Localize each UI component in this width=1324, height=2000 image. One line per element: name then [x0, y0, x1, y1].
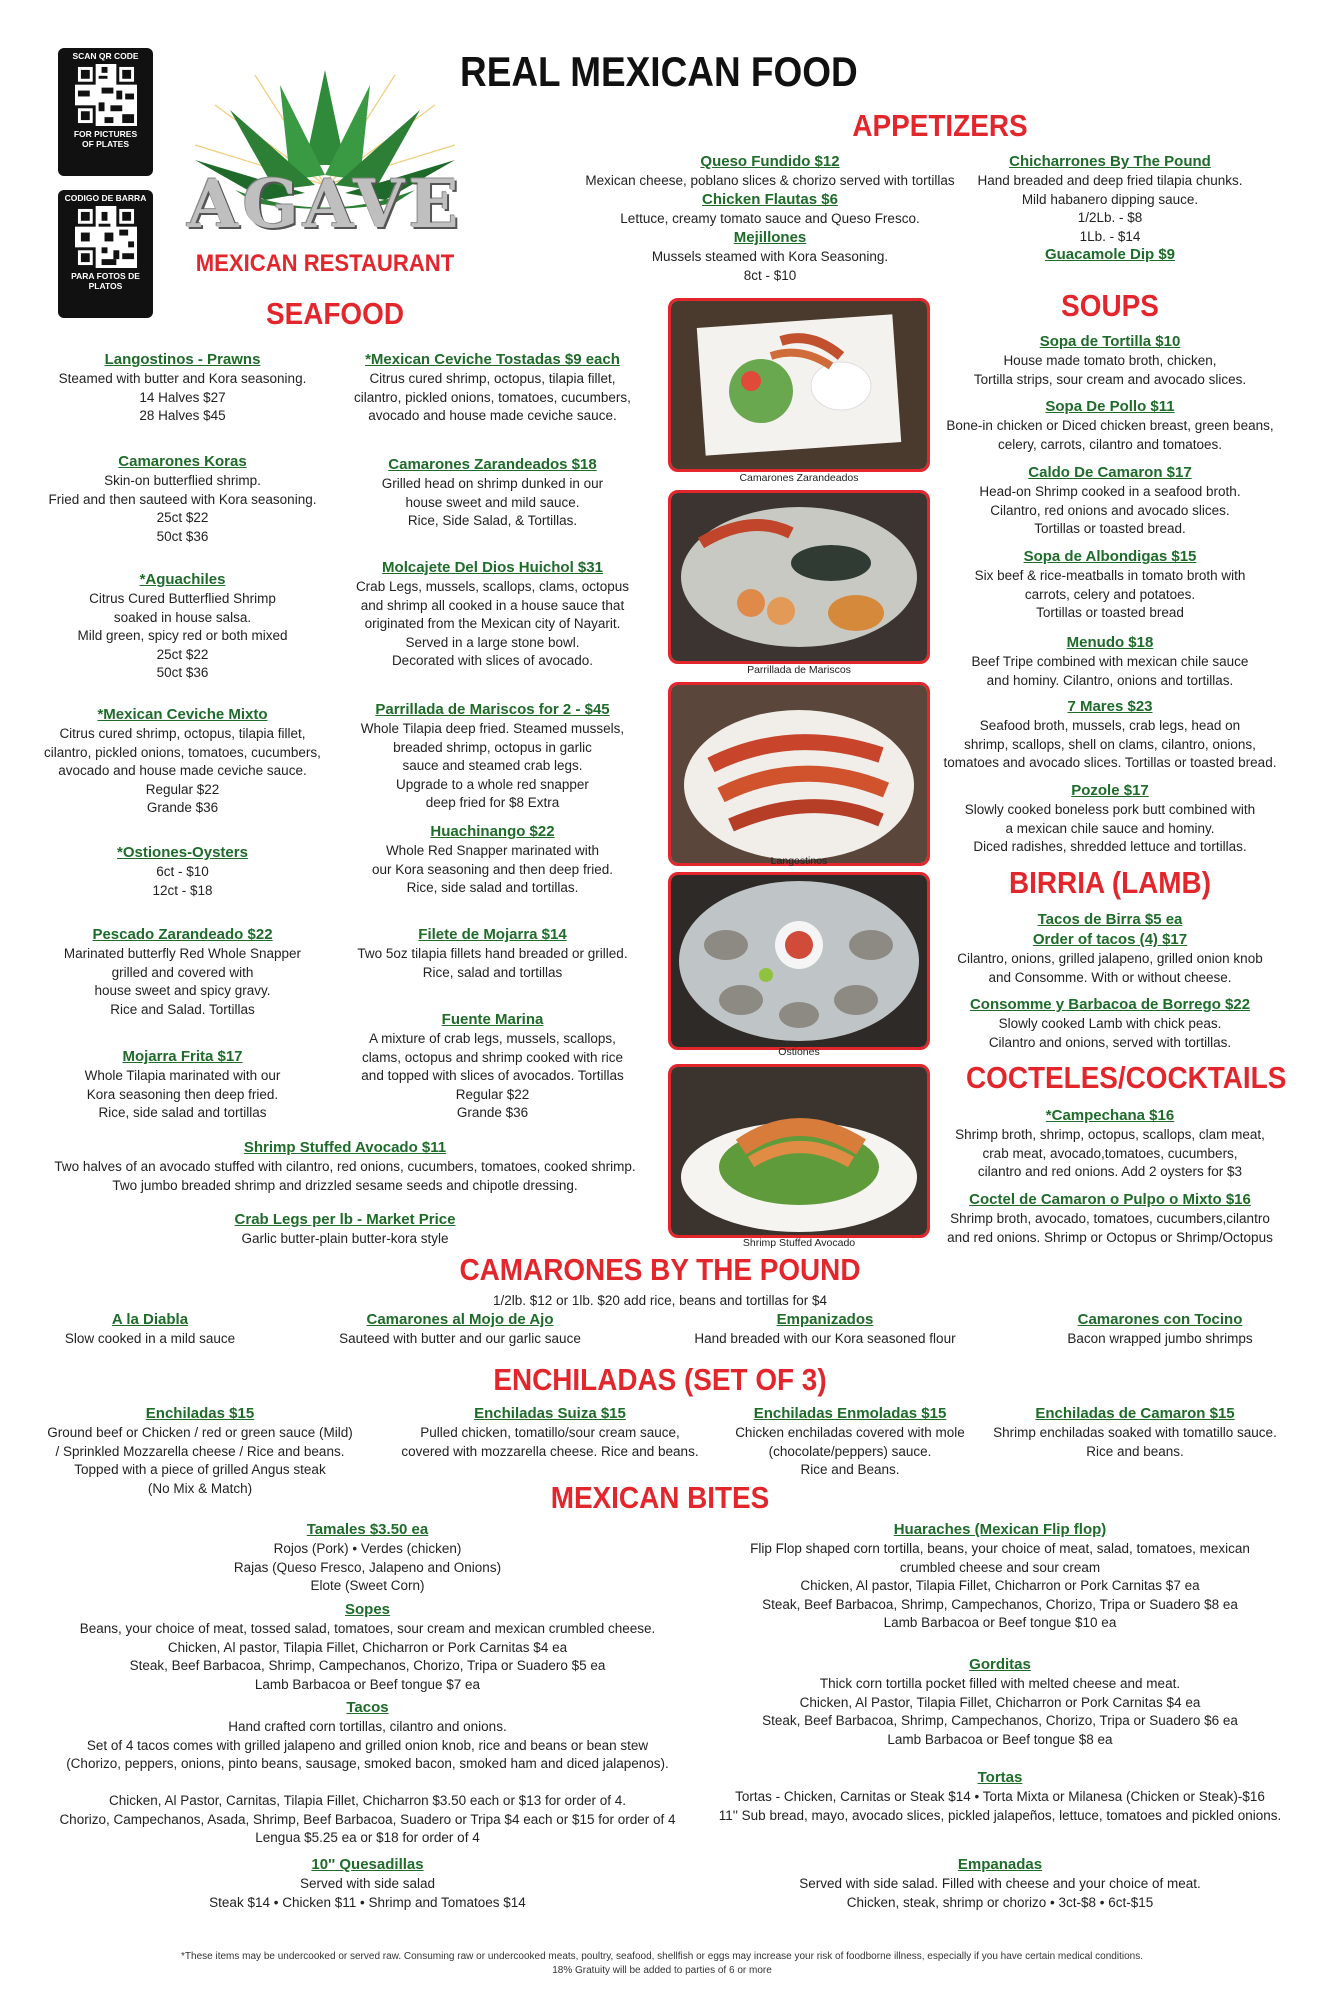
photo-camarones-zarandeados[interactable] [668, 298, 930, 472]
item-desc: Chicken enchiladas covered with mole (chocolate/peppers) sauce. Rice and Beans. [735, 1425, 965, 1477]
qr-code-icon [75, 64, 137, 126]
item-name: Pozole $17 [1071, 782, 1149, 799]
menu-item [30, 350, 335, 426]
item-name: Empanizados [776, 1311, 874, 1328]
item-desc: A mixture of crab legs, mussels, scallops, clams, octopus and shrimp cooked with rice and topped with slices of avocados. Tortillas Regular $22 Grande $36 [361, 1031, 624, 1120]
item-desc: Citrus cured shrimp, octopus, tilapia fillet, cilantro, pickled onions, tomatoes, cucumbers, avocado and house made ceviche sauce. Regular $22 Grande $36 [44, 726, 321, 815]
menu-item [1040, 1310, 1280, 1349]
menu-item [340, 822, 645, 898]
qr-code-fotos[interactable] [58, 190, 153, 318]
cocktails-title: COCTELES/COCKTAILS [966, 1060, 1287, 1095]
menu-item [940, 781, 1280, 857]
qr-code-icon [75, 206, 137, 268]
item-name: Huachinango $22 [430, 823, 555, 840]
menu-item [670, 1310, 980, 1349]
menu-item [700, 1855, 1300, 1912]
item-desc: Flip Flop shaped corn tortilla, beans, your choice of meat, salad, tomatoes, mexican crumbled cheese and sour cream Chicken, Al pastor, Tilapia Fillet, Chicharron or Pork Carnitas $7 ea Steak, Beef Barbacoa, Shrimp, Campechanos, Chorizo, Tripa or Suadero $8 ea Lamb Barbacoa or Beef tongue $10 ea [750, 1541, 1250, 1630]
menu-item [40, 1520, 695, 1596]
item-name: Gorditas [969, 1656, 1031, 1673]
qr-top-label: CODIGO DE BARRA [64, 193, 147, 203]
footer-disclaimer: *These items may be undercooked or served raw. Consuming raw or undercooked meats, poultry, seafood, shellfish or eggs may increase your risk of foodborne illness, especially if you have certain medical conditions. [181, 1951, 1143, 1962]
photo-shrimp-stuffed-avocado[interactable] [668, 1064, 930, 1238]
item-name: Chicken Flautas $6 [702, 191, 838, 208]
item-name: Camarones al Mojo de Ajo [366, 1311, 554, 1328]
photo-caption: Shrimp Stuffed Avocado [742, 1237, 856, 1249]
menu-item [30, 925, 335, 1019]
menu-item [560, 228, 980, 285]
item-desc: Whole Tilapia deep fried. Steamed mussels, breaded shrimp, octopus in garlic sauce and steamed crab legs. Upgrade to a whole red snapper deep fried for $8 Extra [360, 721, 625, 810]
item-name: Enchiladas de Camaron $15 [1035, 1405, 1235, 1422]
item-desc: Head-on Shrimp cooked in a seafood broth. Cilantro, red onions and avocado slices. Tortillas or toasted bread. [979, 484, 1241, 536]
menu-item [30, 1698, 705, 1848]
menu-item [340, 455, 645, 531]
menu-item [40, 1855, 695, 1912]
item-desc: Whole Red Snapper marinated with our Kora seasoning and then deep fried. Rice, side salad and tortillas. [372, 843, 613, 895]
menu-item [940, 910, 1280, 987]
footer-gratuity: 18% Gratuity will be added to parties of 6 or more [552, 1965, 772, 1976]
item-desc: Slowly cooked boneless pork butt combined with a mexican chile sauce and hominy. Diced radishes, shredded lettuce and tortillas. [964, 802, 1256, 854]
menu-item [940, 463, 1280, 539]
menu-item [340, 558, 645, 671]
soups-title: SOUPS [1061, 288, 1159, 323]
appetizers-title: APPETIZERS [852, 108, 1028, 143]
menu-item [340, 1010, 645, 1123]
photo-ostiones[interactable] [668, 872, 930, 1050]
menu-item [340, 925, 645, 982]
item-name: *Mexican Ceviche Mixto [97, 706, 268, 723]
menu-item [310, 1310, 610, 1349]
menu-item [940, 332, 1280, 389]
item-desc: Cilantro, onions, grilled jalapeno, grilled onion knob and Consomme. With or without cheese. [957, 951, 1263, 985]
item-desc: Hand breaded with our Kora seasoned flour [694, 1331, 956, 1346]
menu-item [935, 1190, 1285, 1247]
photo-parrillada-de-mariscos[interactable] [668, 490, 930, 664]
item-name: Camarones Koras [118, 453, 247, 470]
qr-top-label: SCAN QR CODE [72, 51, 139, 61]
menu-item [190, 1210, 500, 1249]
item-name: Consomme y Barbacoa de Borrego $22 [969, 996, 1251, 1013]
logo-name: AGAVE [187, 165, 463, 243]
item-desc: Garlic butter-plain butter-kora style [241, 1231, 449, 1246]
item-desc: Hand breaded and deep fried tilapia chunks. Mild habanero dipping sauce. 1/2Lb. - $8 1Lb. - $14 [977, 173, 1243, 244]
item-name: Filete de Mojarra $14 [418, 926, 567, 943]
item-name: 7 Mares $23 [1067, 698, 1153, 715]
item-name: 10'' Quesadillas [311, 1856, 424, 1873]
item-desc: Grilled head on shrimp dunked in our house sweet and mild sauce. Rice, Side Salad, & Tortillas. [381, 476, 604, 528]
item-name: Tamales $3.50 ea [306, 1521, 429, 1538]
item-desc: Marinated butterfly Red Whole Snapper grilled and covered with house sweet and spicy gravy. Rice and Salad. Tortillas [63, 946, 302, 1017]
item-desc: Six beef & rice-meatballs in tomato broth with carrots, celery and potatoes. Tortillas or toasted bread [974, 568, 1246, 620]
page-title: REAL MEXICAN FOOD [460, 48, 858, 95]
item-name: Camarones con Tocino [1077, 1311, 1243, 1328]
item-desc: Tortas - Chicken, Carnitas or Steak $14 • Torta Mixta or Milanesa (Chicken or Steak)-$16 11'' Sub bread, mayo, avocado slices, pickled jalapeños, lettuce, tomatoes and pickled onions. [718, 1789, 1282, 1823]
item-desc: Shrimp broth, avocado, tomatoes, cucumbers,cilantro and red onions. Shrimp or Octopus or Shrimp/Octopus [947, 1211, 1273, 1245]
menu-item [940, 1106, 1280, 1182]
agave-logo [175, 65, 475, 285]
menu-item [30, 570, 335, 683]
section-subtitle: 1/2lb. $12 or 1lb. $20 add rice, beans and tortillas for $4 [493, 1293, 827, 1308]
item-desc: Slow cooked in a mild sauce [64, 1331, 236, 1346]
camarones-title: CAMARONES BY THE POUND [459, 1252, 861, 1287]
item-name: Crab Legs per lb - Market Price [234, 1211, 456, 1228]
menu-item [980, 1404, 1290, 1461]
item-desc: Bacon wrapped jumbo shrimps [1067, 1331, 1253, 1346]
photo-caption: Camarones Zarandeados [739, 472, 859, 484]
item-name: Guacamole Dip $9 [1044, 246, 1176, 263]
menu-item [30, 1047, 335, 1123]
item-desc: Shrimp enchiladas soaked with tomatillo sauce. Rice and beans. [993, 1425, 1277, 1459]
qr-bottom-label: FOR PICTURES OF PLATES [73, 129, 138, 149]
menu-item [960, 152, 1260, 246]
item-name: Chicharrones By The Pound [1009, 153, 1211, 170]
item-desc: Beans, your choice of meat, tossed salad, tomatoes, sour cream and mexican crumbled cheese. Chicken, Al pastor, Tilapia Fillet, Chicharron or Pork Carnitas $4 ea Steak, Beef Barbacoa, Shrimp, Campechanos, Chorizo, Tripa or Suadero $5 ea Lamb Barbacoa or Beef tongue $7 ea [79, 1621, 656, 1692]
menu-item [30, 843, 335, 900]
item-name: Enchiladas Suiza $15 [474, 1405, 626, 1422]
item-name: Tacos [346, 1699, 389, 1716]
item-name: *Aguachiles [139, 571, 226, 588]
menu-item [560, 190, 980, 229]
item-desc: Two halves of an avocado stuffed with cilantro, red onions, cucumbers, tomatoes, cooked shrimp. Two jumbo breaded shrimp and drizzled sesame seeds and chipotle dressing. [54, 1159, 636, 1193]
menu-item [940, 995, 1280, 1052]
item-desc: Steamed with butter and Kora seasoning. 14 Halves $27 28 Halves $45 [58, 371, 307, 423]
item-desc: Mussels steamed with Kora Seasoning. 8ct - $10 [651, 249, 889, 283]
item-name: Enchiladas $15 [145, 1405, 255, 1422]
seafood-title: SEAFOOD [266, 296, 404, 331]
menu-item [30, 705, 335, 818]
item-name: Tacos de Birra $5 ea [1037, 911, 1183, 928]
item-name: Sopes [344, 1601, 390, 1618]
menu-item [700, 1520, 1300, 1633]
item-desc: Rojos (Pork) • Verdes (chicken) Rajas (Queso Fresco, Jalapeno and Onions) Elote (Sweet Corn) [233, 1541, 502, 1593]
photo-caption: Parrillada de Mariscos [747, 664, 851, 676]
menu-item [340, 700, 645, 813]
item-name: Fuente Marina [441, 1011, 544, 1028]
menu-item [30, 1310, 270, 1349]
item-name: Pescado Zarandeado $22 [92, 926, 273, 943]
item-desc: Whole Tilapia marinated with our Kora seasoning then deep fried. Rice, side salad and tortillas [84, 1068, 281, 1120]
menu-item [400, 1404, 700, 1461]
item-desc: Served with side salad Steak $14 • Chicken $11 • Shrimp and Tomatoes $14 [209, 1876, 526, 1910]
item-name: Queso Fundido $12 [700, 153, 840, 170]
item-desc: Bone-in chicken or Diced chicken breast, green beans, celery, carrots, cilantro and tomatoes. [946, 418, 1274, 452]
item-name: Sopa de Albondigas $15 [1023, 548, 1197, 565]
item-desc: Sauteed with butter and our garlic sauce [339, 1331, 581, 1346]
item-desc: Pulled chicken, tomatillo/sour cream sauce, covered with mozzarella cheese. Rice and beans. [401, 1425, 699, 1459]
item-desc: Shrimp broth, shrimp, octopus, scallops, clam meat, crab meat, avocado,tomatoes, cucumbers, cilantro and red onions. Add 2 oysters for $3 [955, 1127, 1265, 1179]
item-name: Empanadas [957, 1856, 1043, 1873]
menu-item [720, 1404, 980, 1480]
menu-item [940, 547, 1280, 623]
item-desc: Served with side salad. Filled with cheese and your choice of meat. Chicken, steak, shrimp or chorizo • 3ct-$8 • 6ct-$15 [799, 1876, 1201, 1910]
camarones-subtitle [400, 1292, 920, 1311]
menu-item [30, 1138, 660, 1195]
menu-item [30, 452, 335, 546]
menu-item [700, 1655, 1300, 1749]
logo-subtitle: MEXICAN RESTAURANT [195, 250, 455, 277]
item-desc: Slowly cooked Lamb with chick peas. Cilantro and onions, served with tortillas. [988, 1016, 1232, 1050]
item-name: *Ostiones-Oysters [117, 844, 248, 861]
item-desc: Skin-on butterflied shrimp. Fried and then sauteed with Kora seasoning. 25ct $22 50ct $36 [48, 473, 317, 544]
item-name-2: Order of tacos (4) $17 [1032, 931, 1188, 948]
menu-item [940, 397, 1280, 454]
item-name: Mojarra Frita $17 [122, 1048, 243, 1065]
item-desc: Two 5oz tilapia fillets hand breaded or grilled. Rice, salad and tortillas [357, 946, 628, 980]
qr-bottom-label: PARA FOTOS DE PLATOS [71, 271, 140, 291]
menu-item [960, 245, 1260, 265]
item-desc: House made tomato broth, chicken, Tortilla strips, sour cream and avocado slices. [973, 353, 1247, 387]
bites-title: MEXICAN BITES [550, 1480, 770, 1515]
item-name: A la Diabla [111, 1311, 189, 1328]
item-name: Tortas [977, 1769, 1023, 1786]
item-name: Langostinos - Prawns [104, 351, 261, 368]
menu-item [560, 152, 980, 191]
item-name: Sopa De Pollo $11 [1045, 398, 1175, 415]
item-name: Parrillada de Mariscos for 2 - $45 [375, 701, 610, 718]
menu-item [40, 1404, 360, 1498]
menu-item [340, 350, 645, 426]
qr-code-pictures[interactable] [58, 48, 153, 176]
item-desc: 6ct - $10 12ct - $18 [152, 864, 213, 898]
item-desc: Beef Tripe combined with mexican chile sauce and hominy. Cilantro, onions and tortillas. [971, 654, 1249, 688]
item-name: Sopa de Tortilla $10 [1039, 333, 1181, 350]
birria-title: BIRRIA (LAMB) [1009, 865, 1211, 900]
item-desc: Mexican cheese, poblano slices & chorizo served with tortillas [585, 173, 955, 188]
menu-item [690, 1768, 1310, 1825]
item-name: Molcajete Del Dios Huichol $31 [382, 559, 603, 576]
item-desc: Ground beef or Chicken / red or green sauce (Mild) / Sprinkled Mozzarella cheese / Rice and beans. Topped with a piece of grilled Angus steak (No Mix & Match) [47, 1425, 353, 1496]
enchiladas-title: ENCHILADAS (SET OF 3) [493, 1362, 827, 1397]
item-name: Huaraches (Mexican Flip flop) [893, 1521, 1107, 1538]
item-desc: Thick corn tortilla pocket filled with melted cheese and meat. Chicken, Al Pastor, Tilapia Fillet, Chicharron or Pork Carnitas $4 ea Steak, Beef Barbacoa, Shrimp, Campechanos, Chorizo, Tripa or Suadero $6 ea Lamb Barbacoa or Beef tongue $8 ea [762, 1676, 1238, 1747]
item-desc: Citrus Cured Butterflied Shrimp soaked in house salsa. Mild green, spicy red or both mixed 25ct $22 50ct $36 [77, 591, 288, 680]
item-name: Menudo $18 [1066, 634, 1154, 651]
item-desc: Crab Legs, mussels, scallops, clams, octopus and shrimp all cooked in a house sauce that originated from the Mexican city of Nayarit. Served in a large stone bowl. Decorated with slices of avocado. [355, 579, 630, 668]
menu-item [940, 633, 1280, 690]
item-name: Shrimp Stuffed Avocado $11 [243, 1139, 447, 1156]
item-name: Camarones Zarandeados $18 [388, 456, 597, 473]
item-name: Enchiladas Enmoladas $15 [753, 1405, 947, 1422]
photo-caption: Ostiones [778, 1046, 820, 1058]
item-name: *Mexican Ceviche Tostadas $9 each [365, 351, 620, 368]
photo-langostinos[interactable] [668, 682, 930, 866]
item-name: Mejillones [733, 229, 807, 246]
item-desc: Hand crafted corn tortillas, cilantro and onions. Set of 4 tacos comes with grilled jalapeno and grilled onion knob, rice and beans or bean stew (Chorizo, peppers, onions, pinto beans, sausage, smoked bacon, smoked ham and diced jalapenos). Chicken, Al Pastor, Carnitas, Tilapia Fillet, Chicharron $3.50 each or $13 for order of 4. Chorizo, Campechanos, Asada, Shrimp, Beef Barbacoa, Suadero or Tripa $4 each or $15 for order of 4 Lengua $5.25 ea or $18 for order of 4 [59, 1719, 676, 1845]
photo-caption: Langostinos [770, 855, 828, 867]
menu-item [40, 1600, 695, 1694]
menu-item [935, 697, 1285, 773]
item-name: Caldo De Camaron $17 [1028, 464, 1192, 481]
item-desc: Citrus cured shrimp, octopus, tilapia fillet, cilantro, pickled onions, tomatoes, cucumbers, avocado and house made ceviche sauce. [354, 371, 631, 423]
item-desc: Seafood broth, mussels, crab legs, head on shrimp, scallops, shell on clams, cilantro, onions, tomatoes and avocado slices. Tortillas or toasted bread. [943, 718, 1277, 770]
item-name: *Campechana $16 [1045, 1107, 1175, 1124]
item-name: Coctel de Camaron o Pulpo o Mixto $16 [969, 1191, 1251, 1208]
item-desc: Lettuce, creamy tomato sauce and Queso Fresco. [620, 211, 920, 226]
